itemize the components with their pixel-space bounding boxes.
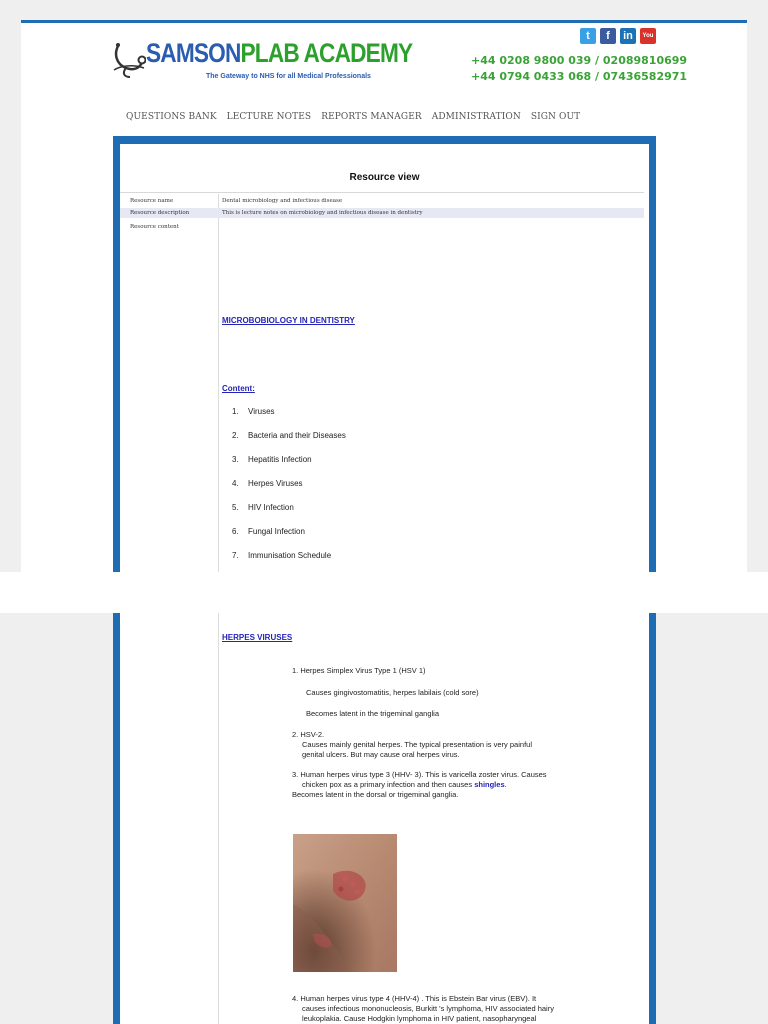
shingles-lesion-image-graphic (293, 834, 397, 972)
menu-item-reports-manager[interactable]: REPORTS MANAGER (321, 112, 422, 122)
herpes-item-2 (292, 730, 632, 760)
stethoscope-icon (112, 40, 146, 80)
column-divider (218, 613, 219, 1024)
toc-item (232, 527, 305, 536)
divider (120, 192, 644, 193)
herpes-item-4-title: 4. Human herpes virus type 4 (HHV-4) . This is Ebstein Bar virus (EBV). It (292, 994, 537, 1003)
herpes-item-3-text-a: chicken pox as a primary infection and then causes (302, 780, 475, 789)
herpes-viruses-heading[interactable]: HERPES VIRUSES (222, 633, 293, 642)
herpes-item-2-title: 2. HSV-2. (292, 730, 325, 739)
resource-name-value: Dental microbiology and infectious disease (222, 198, 343, 204)
logo-tagline: The Gateway to NHS for all Medical Professionals (206, 73, 371, 80)
herpes-item-1-title: 1. Herpes Simplex Virus Type 1 (HSV 1) (292, 666, 426, 675)
page-title: Resource view (349, 172, 420, 183)
social-links (580, 28, 656, 48)
resource-name-label: Resource name (130, 198, 174, 204)
toc-text: Herpes Viruses (248, 479, 303, 488)
toc-number: 7. (232, 551, 239, 560)
resource-description-row (120, 208, 644, 218)
resource-content-row (120, 222, 644, 232)
toc-text: HIV Infection (248, 503, 294, 512)
herpes-item-3-text: Becomes latent in the dorsal or trigeminal ganglia. (292, 790, 459, 799)
herpes-item-3-title: 3. Human herpes virus type 3 (HHV- 3). This is varicella zoster virus. Causes (292, 770, 547, 779)
herpes-item-3-text (292, 780, 632, 790)
resource-description-label: Resource description (130, 210, 190, 216)
herpes-item-1-text: Becomes latent in the trigeminal ganglia (306, 709, 439, 718)
herpes-item-4-text: leukoplakia. Cause Hodgkin lymphoma in HIV patient, nasopharyngeal (302, 1014, 537, 1023)
toc-text: Hepatitis Infection (248, 455, 312, 464)
resource-description-value: This is lecture notes on microbiology and infectious disease in dentistry (222, 210, 423, 216)
toc-number: 2. (232, 431, 239, 440)
column-divider (218, 194, 219, 572)
herpes-item-3-text-b: . (504, 780, 507, 789)
toc-text: Fungal Infection (248, 527, 305, 536)
logo-wordmark-part2: PLAB ACADEMY (240, 38, 413, 68)
logo-wordmark (146, 38, 412, 69)
shingles-link[interactable]: shingles (474, 780, 505, 789)
content-heading[interactable]: Content: (222, 384, 255, 393)
panel-right-border (649, 613, 656, 1024)
toc-item (232, 407, 275, 416)
herpes-item-1-text: Causes gingivostomatitis, herpes labilais (cold sore) (306, 688, 479, 697)
toc-text: Bacteria and their Diseases (248, 431, 346, 440)
herpes-item-4 (292, 994, 632, 1024)
phone-line-2: +44 0794 0433 068 / 07436582971 (471, 70, 688, 83)
toc-number: 6. (232, 527, 239, 536)
herpes-item-3 (292, 770, 632, 800)
resource-panel-continued (120, 613, 649, 1024)
toc-text: Immunisation Schedule (248, 551, 332, 560)
toc-number: 4. (232, 479, 239, 488)
linkedin-icon[interactable]: in (620, 28, 636, 44)
resource-panel (120, 144, 649, 572)
resource-content-label: Resource content (130, 224, 179, 230)
facebook-icon[interactable]: f (600, 28, 616, 44)
herpes-item-2-text: Causes mainly genital herpes. The typical presentation is very painful (302, 740, 532, 749)
toc-item (232, 503, 294, 512)
menu-item-administration[interactable]: ADMINISTRATION (431, 112, 521, 122)
logo-wordmark-part1: SAMSON (146, 38, 241, 68)
toc-item (232, 455, 312, 464)
youtube-icon[interactable]: You (640, 28, 656, 44)
toc-item (232, 479, 303, 488)
toc-number: 1. (232, 407, 239, 416)
toc-item (232, 431, 346, 440)
herpes-item-2-text: genital ulcers. But may cause oral herpes virus. (302, 750, 460, 759)
menu-item-sign-out[interactable]: SIGN OUT (530, 112, 581, 122)
panel-left-border (113, 613, 120, 1024)
toc-number: 5. (232, 503, 239, 512)
site-logo[interactable] (112, 38, 413, 88)
menu-item-questions-bank[interactable]: QUESTIONS BANK (126, 112, 217, 122)
page-bottom (0, 613, 768, 1024)
main-menu (126, 112, 580, 122)
menu-item-lecture-notes[interactable]: LECTURE NOTES (226, 112, 312, 122)
toc-text: Viruses (248, 407, 275, 416)
document-heading[interactable]: MICROBOBIOLOGY IN DENTISTRY (222, 316, 355, 325)
toc-number: 3. (232, 455, 239, 464)
toc-item (232, 551, 331, 560)
herpes-item-4-text: causes infectious mononucleosis, Burkitt 's lymphoma, HIV associated hairy (302, 1004, 554, 1013)
twitter-icon[interactable]: t (580, 28, 596, 44)
shingles-lesion-image (293, 834, 397, 972)
phone-line-1: +44 0208 9800 039 / 02089810699 (471, 54, 688, 67)
resource-name-row (120, 196, 644, 206)
